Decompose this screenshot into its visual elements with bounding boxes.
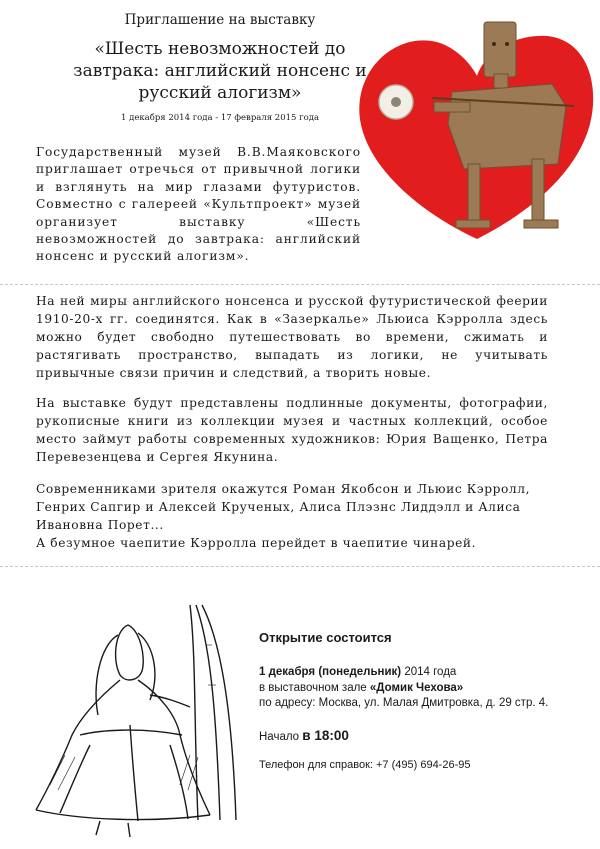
body-paragraph-3-line-a: Современниками зрителя окажутся Роман Якобсон и Льюис Кэрролл, Генрих Сапгир и Алексей Крученых, Алиса Плэзнс Лиддэлл и Алиса Ивановна Порет... xyxy=(36,482,531,532)
opening-venue-prefix: в выставочном зале xyxy=(259,681,370,694)
phone-info xyxy=(259,759,579,771)
opening-title: Открытие состоится xyxy=(259,630,392,645)
intro-paragraph: Государственный музей В.В.Маяковского приглашает отречься от привычной логики и взглянуть на мир глазами футуристов. Совместно с галереей «Культпроект» музей организует выставку «Шесть невозможностей до завтрака: английский нонсенс и русский алогизм». xyxy=(36,145,361,264)
opening-info xyxy=(259,630,579,771)
phone-number[interactable]: +7 (495) 694-26-95 xyxy=(376,758,471,771)
invitation-heading: Приглашение на выставку xyxy=(124,12,316,28)
alice-illustration xyxy=(20,585,245,840)
opening-venue-name: «Домик Чехова» xyxy=(369,681,464,694)
opening-time xyxy=(259,728,579,743)
body-paragraph-3-line-b: А безумное чаепитие Кэрролла перейдет в чаепитие чинарей. xyxy=(36,536,477,550)
body-paragraph-2: На выставке будут представлены подлинные документы, фотографии, рукописные книги из коллекции музея и частных коллекций, особое место займут работы современных художников: Юрия Ващенко, Петра Перевезенцева и Сергея Якунина. xyxy=(36,396,548,464)
body-paragraph-3 xyxy=(36,480,548,552)
opening-address: по адресу: Москва, ул. Малая Дмитровка, д. 29 стр. 4. xyxy=(259,697,549,709)
opening-start-prep: в xyxy=(302,727,315,743)
opening-date-rest: 2014 года xyxy=(401,666,457,678)
opening-venue xyxy=(259,681,579,697)
exhibition-title: «Шесть невозможностей до завтрака: английский нонсенс и русский алогизм» xyxy=(73,39,367,103)
section-divider xyxy=(0,284,600,285)
opening-start-time: 18:00 xyxy=(314,727,349,743)
opening-date xyxy=(259,665,579,681)
exhibition-dates: 1 декабря 2014 года - 17 февраля 2015 года xyxy=(120,113,320,123)
heart-sculpture-illustration xyxy=(352,14,600,254)
section-divider xyxy=(0,566,600,567)
body-paragraph-1: На ней миры английского нонсенса и русской футуристической феерии 1910-20-х гг. соединятся. Как в «Зазеркалье» Льюиса Кэрролла здесь можно будет свободно путешествовать во времени, сжимать и растягивать пространство, выпадать из логики, не учитывать привычные связи причин и следствий, а творить новые. xyxy=(36,294,548,380)
opening-date-bold: 1 декабря (понедельник) xyxy=(259,666,402,678)
opening-start-label: Начало xyxy=(259,730,303,743)
phone-label: Телефон для справок: xyxy=(259,758,376,771)
